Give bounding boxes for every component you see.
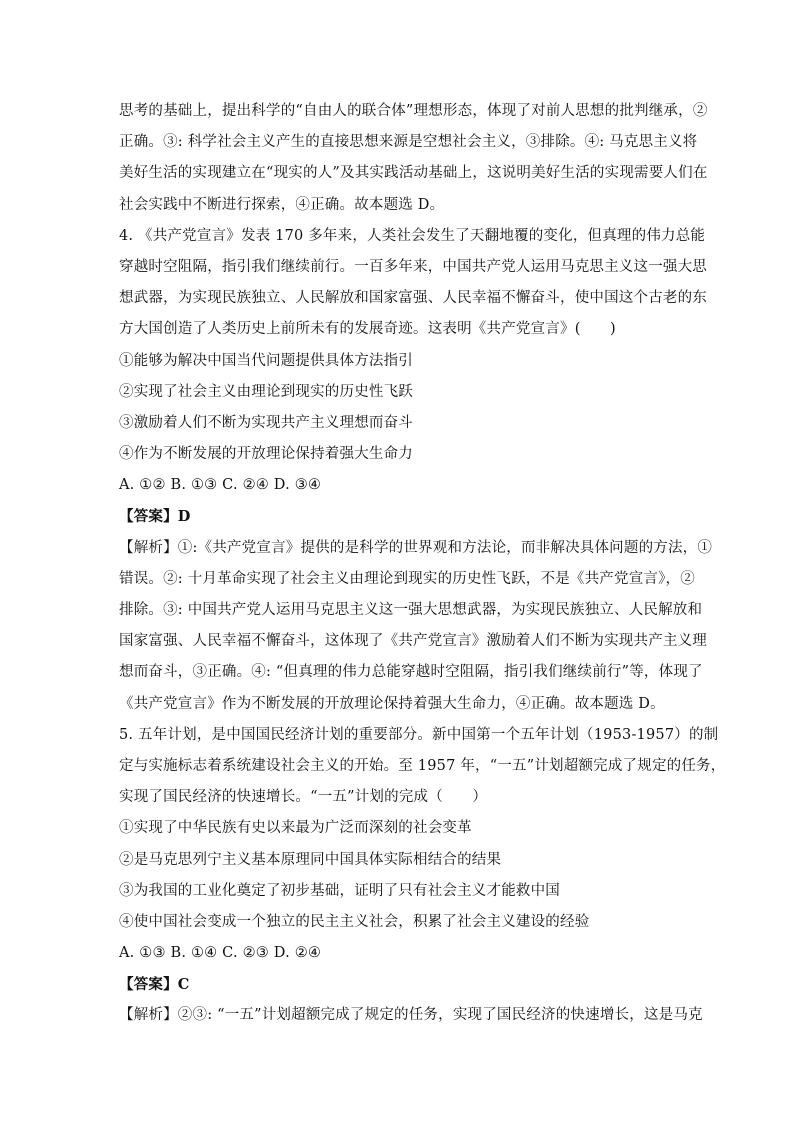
text-line: 【解析】①:《共产党宣言》提供的是科学的世界观和方法论，而非解决具体问题的方法，① [119,539,713,556]
text-line: 【答案】D [119,508,191,526]
text-line: 《共产党宣言》作为不断发展的开放理论保持着强大生命力，④正确。故本题选 D。 [119,695,665,712]
text-line: ①实现了中华民族有史以来最为广泛而深刻的社会变革 [119,820,472,837]
text-line: 正确。③: 科学社会主义产生的直接思想来源是空想社会主义，③排除。④: 马克思主义将 [119,134,698,151]
text-line: 排除。③: 中国共产党人运用马克思主义这一强大思想武器，为实现民族独立、人民解放和 [119,602,703,618]
text-line: 定与实施标志着系统建设社会主义的开始。至 1957 年，“一五”计划超额完成了规定的任务， [119,757,726,774]
text-line: 5. 五年计划，是中国国民经济计划的重要部分。新中国第一个五年计划（1953-1957）的制 [119,726,719,743]
text-line: ②是马克思列宁主义基本原理同中国具体实际相结合的结果 [119,851,502,868]
text-line: ①能够为解决中国当代问题提供具体方法指引 [119,352,413,369]
text-line: 穿越时空阻隔，指引我们继续前行。一百多年来，中国共产党人运用马克思主义这一强大思 [119,258,707,275]
text-line: 【解析】②③: “一五”计划超额完成了规定的任务，实现了国民经济的快速增长，这是马克 [119,1007,703,1024]
document-body [119,96,726,1032]
text-line: A. ①③ B. ①④ C. ②③ D. ②④ [119,945,322,962]
text-line: ④作为不断发展的开放理论保持着强大生命力 [119,446,413,463]
text-line: 4. 《共产党宣言》发表 170 多年来，人类社会发生了天翻地覆的变化，但真理的伟力总能 [119,227,706,244]
text-line: 国家富强、人民幸福不懈奋斗，这体现了《共产党宣言》激励着人们不断为实现共产主义理 [119,633,707,650]
text-line: 思考的基础上，提出科学的“自由人的联合体”理想形态，体现了对前人思想的批判继承，② [119,103,708,119]
text-line: 美好生活的实现建立在“现实的人”及其实践活动基础上，这说明美好生活的实现需要人们在 [119,165,708,182]
text-line: 方大国创造了人类历史上前所未有的发展奇迹。这表明《共产党宣言》( ) [119,321,616,338]
text-line: 想而奋斗，③正确。④: “但真理的伟力总能穿越时空阻隔，指引我们继续前行”等，体现了 [119,664,703,681]
text-line: 【答案】C [119,976,190,994]
text-line: ③为我国的工业化奠定了初步基础，证明了只有社会主义才能救中国 [119,882,560,899]
text-line: A. ①② B. ①③ C. ②④ D. ③④ [119,477,322,494]
text-line: 社会实践中不断进行探索，④正确。故本题选 D。 [119,196,445,213]
text-line: ④使中国社会变成一个独立的民主主义社会，积累了社会主义建设的经验 [119,913,590,930]
text-line: 实现了国民经济的快速增长。“一五”计划的完成（ ） [119,789,488,806]
text-line: 错误。②: 十月革命实现了社会主义由理论到现实的历史性飞跃，不是《共产党宣言》，② [119,570,695,587]
text-line: ③激励着人们不断为实现共产主义理想而奋斗 [119,414,413,431]
text-line: ②实现了社会主义由理论到现实的历史性飞跃 [119,383,413,400]
text-line: 想武器，为实现民族独立、人民解放和国家富强、人民幸福不懈奋斗，使中国这个古老的东 [119,290,707,307]
